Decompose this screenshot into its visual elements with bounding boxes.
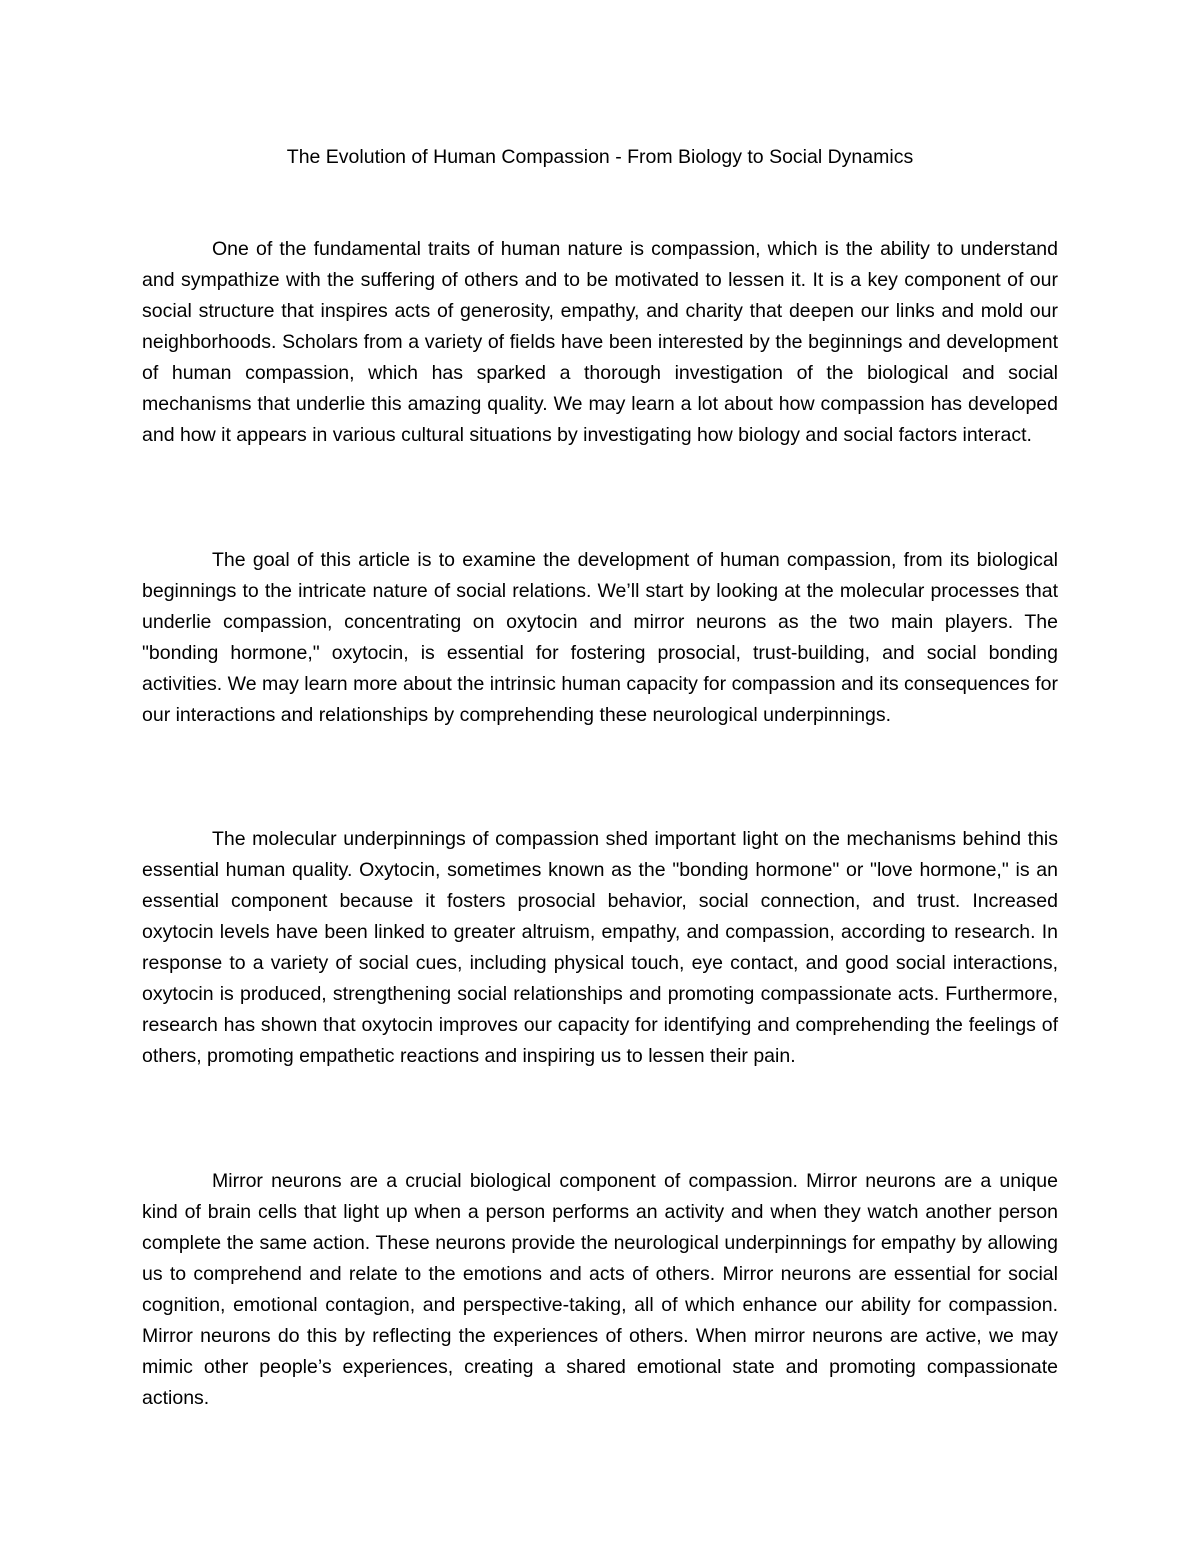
paragraph-introduction: One of the fundamental traits of human nature is compassion, which is the ability to understand and sympathize with the suffering of others and to be motivated to lessen it. It is a key component of our social structure that inspires acts of generosity, empathy, and charity that deepen our links and mold our neighborhoods. Scholars from a variety of fields have been interested by the beginnings and development of human compassion, which has sparked a thorough investigation of the biological and social mechanisms that underlie this amazing quality. We may learn a lot about how compassion has developed and how it appears in various cultural situations by investigating how biology and social factors interact. xyxy=(142,238,1058,446)
paragraph-article-goal: The goal of this article is to examine the development of human compassion, from its biological beginnings to the intricate nature of social relations. We’ll start by looking at the molecular processes that underlie compassion, concentrating on oxytocin and mirror neurons as the two main players. The "bonding hormone," oxytocin, is essential for fostering prosocial, trust-building, and social bonding activities. We may learn more about the intrinsic human capacity for compassion and its consequences for our interactions and relationships by comprehending these neurological underpinnings. xyxy=(142,549,1058,726)
document-title: The Evolution of Human Compassion - From Biology to Social Dynamics xyxy=(286,146,914,168)
paragraph-oxytocin: The molecular underpinnings of compassion shed important light on the mechanisms behind this essential human quality. Oxytocin, sometimes known as the "bonding hormone" or "love hormone," is an essential component because it fosters prosocial behavior, social connection, and trust. Increased oxytocin levels have been linked to greater altruism, empathy, and compassion, according to research. In response to a variety of social cues, including physical touch, eye contact, and good social interactions, oxytocin is produced, strengthening social relationships and promoting compassionate acts. Furthermore, research has shown that oxytocin improves our capacity for identifying and comprehending the feelings of others, promoting empathetic reactions and inspiring us to lessen their pain. xyxy=(142,828,1058,1067)
paragraph-mirror-neurons: Mirror neurons are a crucial biological component of compassion. Mirror neurons are a unique kind of brain cells that light up when a person performs an activity and when they watch another person complete the same action. These neurons provide the neurological underpinnings for empathy by allowing us to comprehend and relate to the emotions and acts of others. Mirror neurons are essential for social cognition, emotional contagion, and perspective-taking, all of which enhance our ability for compassion. Mirror neurons do this by reflecting the experiences of others. When mirror neurons are active, we may mimic other people’s experiences, creating a shared emotional state and promoting compassionate actions. xyxy=(142,1170,1058,1409)
